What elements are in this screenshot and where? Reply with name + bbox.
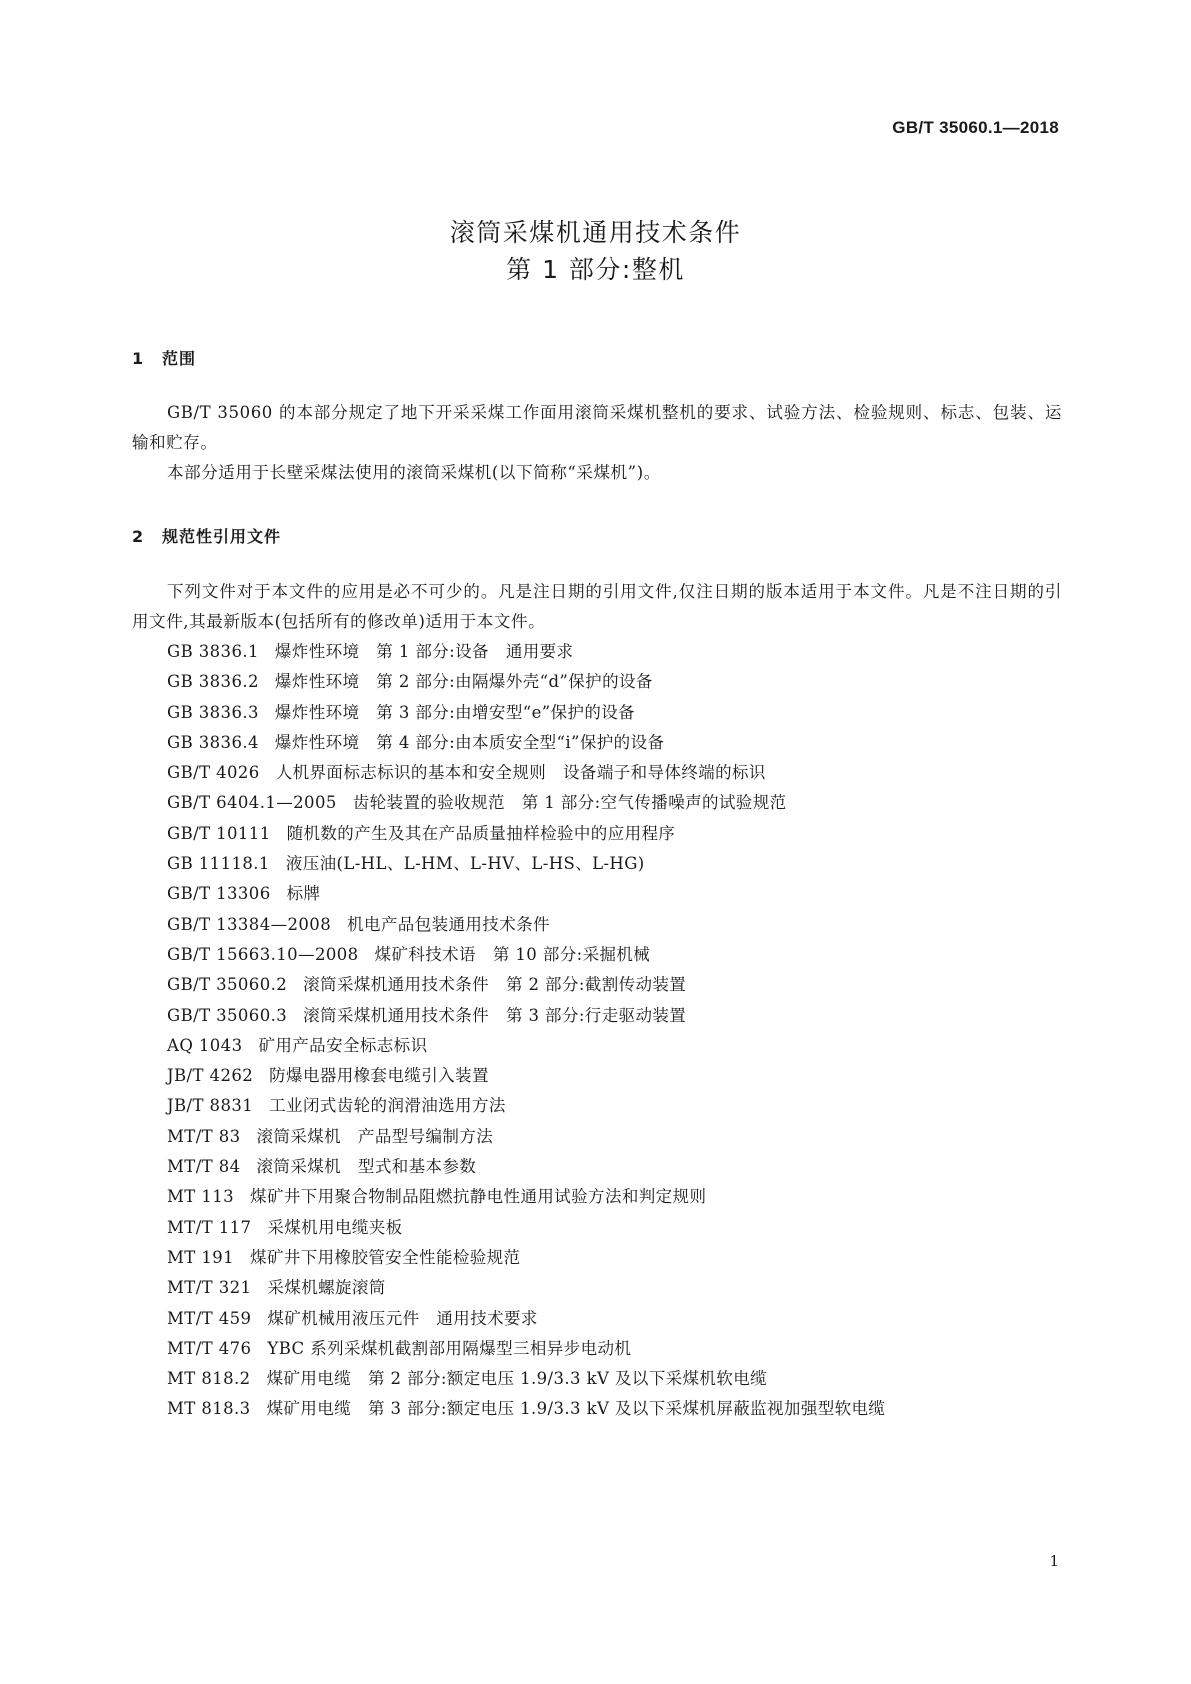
reference-item (167, 1031, 885, 1061)
reference-code: GB/T 13306 (167, 884, 271, 904)
reference-code: MT/T 476 (167, 1338, 252, 1358)
reference-code: MT 113 (167, 1187, 235, 1207)
document-subtitle: 第 1 部分:整机 (506, 255, 685, 284)
reference-title: 滚筒采煤机 产品型号编制方法 (256, 1126, 494, 1146)
reference-code: MT/T 117 (167, 1217, 252, 1237)
reference-item (167, 1122, 885, 1152)
reference-item (167, 698, 885, 728)
reference-title: 液压油(L-HL、L-HM、L-HV、L-HS、L-HG) (285, 854, 645, 874)
reference-code: GB 3836.1 (167, 642, 259, 661)
section-title: 规范性引用文件 (162, 527, 282, 546)
reference-code: MT/T 459 (167, 1308, 252, 1328)
reference-code: GB/T 13384—2008 (167, 914, 332, 934)
reference-item (167, 1001, 885, 1031)
reference-code: GB 3836.2 (167, 672, 259, 692)
reference-title: 滚筒采煤机通用技术条件 第 2 部分:截割传动装置 (303, 975, 687, 995)
reference-code: MT 818.3 (167, 1399, 251, 1419)
reference-title: YBC 系列采煤机截割部用隔爆型三相异步电动机 (267, 1338, 632, 1358)
reference-item (167, 879, 885, 909)
reference-item (167, 758, 885, 788)
reference-item (167, 910, 885, 940)
reference-code: GB 3836.3 (167, 702, 259, 722)
reference-title: 煤矿井下用橡胶管安全性能检验规范 (250, 1247, 521, 1267)
reference-item (167, 1394, 885, 1424)
references-intro: 下列文件对于本文件的应用是必不可少的。凡是注日期的引用文件,仅注日期的版本适用于本文件。凡是不注日期的引用文件,其最新版本(包括所有的修改单)适用于本文件。 (132, 582, 1062, 631)
reference-item (167, 1304, 885, 1334)
scope-paragraph-1: GB/T 35060 的本部分规定了地下开采采煤工作面用滚筒采煤机整机的要求、试验方法、检验规则、标志、包装、运输和贮存。 (132, 403, 1062, 452)
reference-code: GB/T 15663.10—2008 (167, 944, 359, 964)
reference-title: 爆炸性环境 第 2 部分:由隔爆外壳“d”保护的设备 (274, 672, 653, 692)
reference-item (167, 970, 885, 1000)
reference-code: JB/T 8831 (167, 1096, 254, 1116)
scope-paragraph-2: 本部分适用于长壁采煤法使用的滚筒采煤机(以下简称“采煤机”)。 (167, 463, 661, 482)
reference-code: GB/T 10111 (167, 823, 271, 843)
reference-title: 煤矿井下用聚合物制品阻燃抗静电性通用试验方法和判定规则 (250, 1187, 707, 1207)
page-number: 1 (1049, 1552, 1059, 1570)
reference-code: GB/T 6404.1—2005 (167, 793, 337, 813)
section-1-heading (132, 346, 196, 369)
reference-code: GB/T 4026 (167, 763, 260, 783)
reference-code: GB/T 35060.3 (167, 1005, 288, 1025)
reference-item (167, 1061, 885, 1091)
reference-title: 煤矿科技术语 第 10 部分:采掘机械 (374, 944, 651, 964)
reference-item (167, 728, 885, 758)
reference-title: 采煤机螺旋滚筒 (267, 1278, 386, 1298)
reference-item (167, 940, 885, 970)
reference-item (167, 1243, 885, 1273)
reference-code: JB/T 4262 (167, 1066, 254, 1086)
reference-list (167, 637, 885, 1425)
reference-item (167, 849, 885, 879)
reference-title: 齿轮装置的验收规范 第 1 部分:空气传播噪声的试验规范 (352, 793, 787, 813)
reference-item (167, 1273, 885, 1303)
reference-title: 采煤机用电缆夹板 (267, 1217, 403, 1237)
reference-item (167, 1364, 885, 1394)
reference-title: 爆炸性环境 第 1 部分:设备 通用要求 (274, 642, 574, 661)
reference-title: 标牌 (286, 884, 321, 904)
reference-title: 煤矿机械用液压元件 通用技术要求 (267, 1308, 538, 1328)
reference-title: 煤矿用电缆 第 2 部分:额定电压 1.9/3.3 kV 及以下采煤机软电缆 (266, 1369, 768, 1389)
section-number: 1 (132, 349, 145, 368)
reference-item (167, 819, 885, 849)
reference-item (167, 1152, 885, 1182)
reference-code: MT/T 83 (167, 1126, 241, 1146)
reference-title: 机电产品包装通用技术条件 (347, 914, 550, 934)
reference-code: MT 191 (167, 1247, 235, 1267)
reference-code: MT 818.2 (167, 1369, 251, 1389)
reference-item (167, 667, 885, 697)
reference-code: GB/T 35060.2 (167, 975, 288, 995)
reference-item (167, 1334, 885, 1364)
reference-title: 爆炸性环境 第 4 部分:由本质安全型“i”保护的设备 (274, 732, 665, 752)
section-title: 范围 (162, 349, 197, 368)
section-2-heading (132, 524, 281, 547)
reference-title: 随机数的产生及其在产品质量抽样检验中的应用程序 (286, 823, 676, 843)
reference-title: 爆炸性环境 第 3 部分:由增安型“e”保护的设备 (274, 702, 636, 722)
reference-item (167, 1091, 885, 1121)
standard-code: GB/T 35060.1—2018 (892, 118, 1059, 137)
reference-code: GB 11118.1 (167, 854, 270, 874)
reference-title: 工业闭式齿轮的润滑油选用方法 (269, 1096, 506, 1116)
reference-item (167, 788, 885, 818)
reference-item (167, 1182, 885, 1212)
reference-code: AQ 1043 (167, 1035, 243, 1055)
reference-title: 滚筒采煤机 型式和基本参数 (256, 1157, 477, 1177)
document-title: 滚筒采煤机通用技术条件 (449, 218, 742, 247)
reference-code: GB 3836.4 (167, 732, 259, 752)
reference-title: 矿用产品安全标志标识 (258, 1035, 428, 1055)
reference-item (167, 1213, 885, 1243)
reference-title: 煤矿用电缆 第 3 部分:额定电压 1.9/3.3 kV 及以下采煤机屏蔽监视加强型软电缆 (266, 1399, 886, 1419)
reference-title: 人机界面标志标识的基本和安全规则 设备端子和导体终端的标识 (275, 763, 766, 783)
section-number: 2 (132, 527, 145, 546)
reference-title: 防爆电器用橡套电缆引入装置 (269, 1066, 489, 1086)
reference-title: 滚筒采煤机通用技术条件 第 3 部分:行走驱动装置 (303, 1005, 687, 1025)
reference-code: MT/T 84 (167, 1157, 241, 1177)
reference-code: MT/T 321 (167, 1278, 252, 1298)
reference-item (167, 637, 885, 667)
